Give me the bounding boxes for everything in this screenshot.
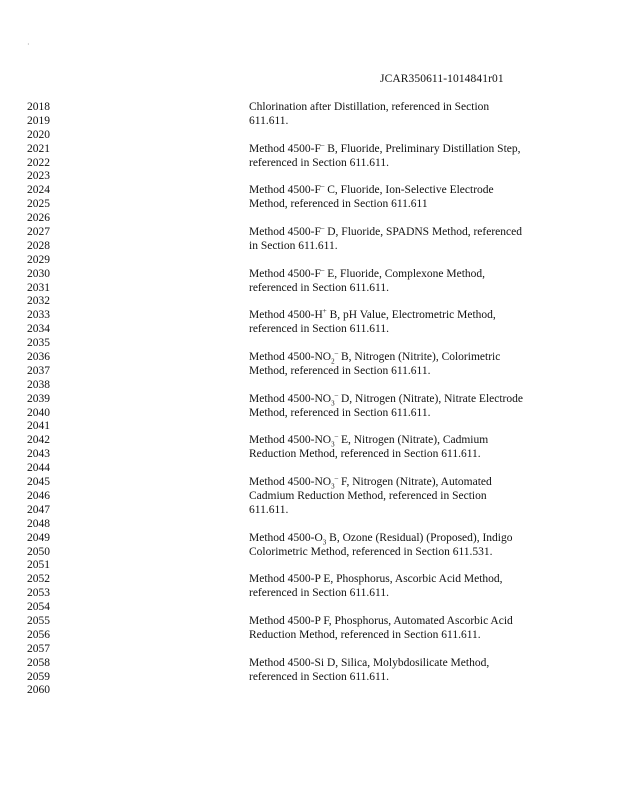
method-description: B, Nitrogen (Nitrite), Colorimetric (338, 351, 501, 364)
text-line (27, 615, 547, 629)
text-line (27, 601, 547, 615)
line-number: 2043 (27, 448, 50, 461)
superscript: – (320, 140, 325, 149)
line-text (249, 532, 513, 546)
text-line (27, 309, 547, 323)
method-prefix: Method 4500-F (249, 267, 321, 280)
text-line (27, 129, 547, 143)
line-number: 2039 (27, 392, 50, 405)
line-text: Colorimetric Method, referenced in Section 611.531. (249, 545, 493, 558)
line-text (249, 434, 488, 448)
line-text (249, 140, 521, 157)
line-text: Method 4500-Si D, Silica, Molybdosilicate Method, (249, 656, 490, 669)
text-line (27, 532, 547, 546)
method-description: B, pH Value, Electrometric Method, (326, 309, 496, 322)
text-line (27, 198, 547, 212)
superscript: + (322, 307, 327, 316)
text-line (27, 282, 547, 296)
line-number: 2054 (27, 601, 50, 614)
text-line (27, 240, 547, 254)
method-prefix: Method 4500-F (249, 184, 321, 197)
line-number: 2045 (27, 476, 50, 489)
text-line (27, 295, 547, 309)
text-line (27, 323, 547, 337)
line-number: 2026 (27, 212, 50, 225)
subscript: 2 (331, 357, 335, 366)
subscript: 3 (331, 482, 335, 491)
line-number: 2042 (27, 434, 50, 447)
text-line (27, 671, 547, 685)
subscript: 3 (322, 537, 327, 546)
method-prefix: Method 4500-NO (249, 434, 332, 447)
line-number: 2049 (27, 531, 50, 544)
line-number: 2044 (27, 462, 50, 475)
line-number: 2024 (27, 184, 50, 197)
text-line (27, 559, 547, 573)
method-prefix: Method 4500-NO (249, 392, 332, 405)
line-number: 2053 (27, 587, 50, 600)
superscript: – (334, 390, 339, 399)
method-prefix: Method 4500-F (249, 142, 321, 155)
line-number: 2023 (27, 170, 50, 183)
text-line (27, 184, 547, 198)
method-prefix: Method 4500-F (249, 226, 321, 239)
method-description: D, Fluoride, SPADNS Method, referenced (324, 226, 522, 239)
line-text: Reduction Method, referenced in Section 611.611. (249, 448, 481, 461)
method-prefix: Method 4500-H (249, 309, 323, 322)
line-number: 2046 (27, 489, 50, 502)
line-number: 2035 (27, 337, 50, 350)
line-text: referenced in Section 611.611. (249, 670, 389, 683)
line-text: referenced in Section 611.611. (249, 281, 389, 294)
line-number: 2029 (27, 253, 50, 266)
text-line (27, 420, 547, 434)
line-text (249, 476, 492, 490)
method-description: C, Fluoride, Ion-Selective Electrode (324, 184, 494, 197)
line-number: 2047 (27, 503, 50, 516)
line-text: Method, referenced in Section 611.611. (249, 364, 431, 377)
line-text (249, 309, 496, 323)
text-line (27, 657, 547, 671)
text-line (27, 365, 547, 379)
method-prefix: Method 4500-NO (249, 351, 332, 364)
text-line (27, 101, 547, 115)
method-description: B, Ozone (Residual) (Proposed), Indigo (326, 531, 513, 544)
line-number: 2036 (27, 351, 50, 364)
superscript: – (334, 432, 339, 441)
method-description: F, Nitrogen (Nitrate), Automated (338, 476, 492, 489)
line-text: Method, referenced in Section 611.611. (249, 406, 431, 419)
line-text: Method 4500-P E, Phosphorus, Ascorbic Acid Method, (249, 573, 503, 586)
line-text (249, 351, 500, 365)
method-prefix: Method 4500-O (249, 531, 323, 544)
text-line (27, 573, 547, 587)
superscript: – (320, 182, 325, 191)
page-mark: · (27, 40, 30, 49)
line-number: 2060 (27, 684, 50, 697)
line-number: 2048 (27, 517, 50, 530)
method-description: D, Nitrogen (Nitrate), Nitrate Electrode (338, 392, 523, 405)
line-number: 2058 (27, 656, 50, 669)
line-text: Method 4500-P F, Phosphorus, Automated Ascorbic Acid (249, 614, 513, 627)
line-number: 2033 (27, 309, 50, 322)
text-line (27, 643, 547, 657)
superscript: – (320, 224, 325, 233)
method-prefix: Method 4500-NO (249, 476, 332, 489)
line-text (249, 265, 486, 282)
line-number: 2020 (27, 128, 50, 141)
line-text: Chlorination after Distillation, referenced in Section (249, 101, 490, 113)
method-description: B, Fluoride, Preliminary Distillation Step, (324, 142, 521, 155)
line-text: Cadmium Reduction Method, referenced in Section (249, 489, 487, 502)
line-number: 2055 (27, 614, 50, 627)
line-text: referenced in Section 611.611. (249, 323, 389, 336)
document-id: JCAR350611-1014841r01 (380, 73, 504, 85)
superscript: – (320, 265, 325, 274)
text-line (27, 448, 547, 462)
text-line (27, 115, 547, 129)
line-number: 2059 (27, 670, 50, 683)
text-line (27, 170, 547, 184)
text-line (27, 140, 547, 157)
text-line (27, 587, 547, 601)
line-text (249, 184, 494, 198)
text-line (27, 337, 547, 351)
line-text (249, 390, 523, 407)
text-line (27, 265, 547, 282)
line-text (249, 226, 522, 240)
line-number: 2025 (27, 198, 50, 211)
line-text: 611.611. (249, 503, 289, 516)
line-number: 2038 (27, 378, 50, 391)
line-number: 2040 (27, 406, 50, 419)
line-text: 611.611. (249, 114, 289, 127)
line-number: 2021 (27, 142, 50, 155)
text-line (27, 518, 547, 532)
superscript: – (334, 349, 339, 358)
text-line (27, 629, 547, 643)
line-number: 2032 (27, 295, 50, 308)
line-number: 2027 (27, 226, 50, 239)
line-number: 2030 (27, 267, 50, 280)
text-line (27, 390, 547, 407)
subscript: 3 (331, 399, 335, 407)
numbered-text-body (27, 101, 547, 698)
line-number: 2057 (27, 642, 50, 655)
text-line (27, 212, 547, 226)
method-description: E, Fluoride, Complexone Method, (324, 267, 486, 280)
text-line (27, 504, 547, 518)
text-line (27, 407, 547, 421)
text-line (27, 434, 547, 448)
text-line (27, 226, 547, 240)
line-number: 2041 (27, 420, 50, 433)
text-line (27, 476, 547, 490)
line-number: 2056 (27, 628, 50, 641)
line-text: referenced in Section 611.611. (249, 587, 389, 600)
text-line (27, 684, 547, 698)
line-text: Reduction Method, referenced in Section 611.611. (249, 628, 481, 641)
line-number: 2037 (27, 364, 50, 377)
text-line (27, 157, 547, 171)
method-description: E, Nitrogen (Nitrate), Cadmium (338, 434, 489, 447)
line-number: 2031 (27, 281, 50, 294)
line-text: in Section 611.611. (249, 239, 338, 252)
line-number: 2018 (27, 101, 50, 113)
line-number: 2028 (27, 239, 50, 252)
text-line (27, 351, 547, 365)
line-number: 2051 (27, 559, 50, 572)
line-number: 2022 (27, 156, 50, 169)
text-line (27, 490, 547, 504)
line-text: referenced in Section 611.611. (249, 156, 389, 169)
line-number: 2034 (27, 323, 50, 336)
text-line (27, 462, 547, 476)
line-number: 2052 (27, 573, 50, 586)
text-line (27, 546, 547, 560)
subscript: 3 (331, 440, 335, 449)
line-number: 2019 (27, 114, 50, 127)
line-text: Method, referenced in Section 611.611 (249, 198, 428, 211)
line-number: 2050 (27, 545, 50, 558)
text-line (27, 379, 547, 393)
text-line (27, 254, 547, 268)
superscript: – (334, 474, 339, 483)
